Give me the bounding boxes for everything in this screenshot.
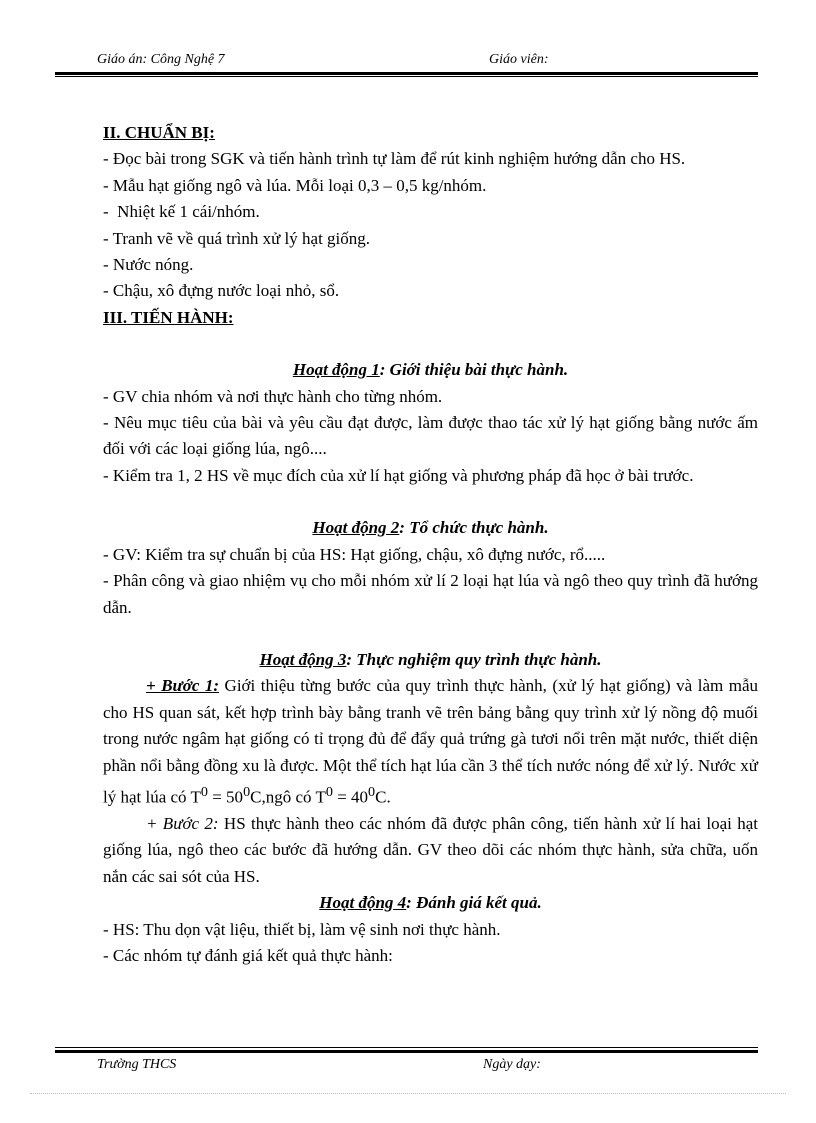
step-1-label: + Bước 1: [146,676,220,696]
activity-3-step-1: + Bước 1: Giới thiệu từng bước của quy trình thực hành, (xử lý hạt giống) và làm mẫu cho HS quan sát, kết hợp trình bày bằng tranh vẽ trên bảng bằng quy trình xử lý nồng độ muối trong nước ngâm hạt giống có tỉ trọng đủ để đẩy quả trứng gà tươi nổi trên mặt nước, thiết diện phần nổi bằng đồng xu là được. Một thể tích hạt lúa cần 3 thể tích nước nóng để xử lý. Nước xử lý hạt lúa có $T^0$ = $50^0C,ngô$ có $T^0 = 40^0C$. [103,676,758,807]
footer-date: Ngày dạy: [483,1057,541,1072]
header-rule [55,72,758,75]
section-proc-title: III. TIẾN HÀNH: [103,307,234,327]
prep-item: - Nước nóng. [103,255,194,275]
footer-school: Trường THCS [97,1057,177,1072]
prep-item: - Đọc bài trong SGK và tiến hành trình tự làm để rút kinh nghiệm hướng dẫn cho HS. [103,149,686,169]
section-prep-title: II. CHUẨN BỊ: [103,123,215,142]
activity-4-item: - HS: Thu dọn vật liệu, thiết bị, làm vệ sinh nơi thực hành. [103,919,501,939]
footer-rule [55,1050,758,1053]
footer-rule-thin [55,1047,758,1048]
activity-1-item: - GV chia nhóm và nơi thực hành cho từng nhóm. [103,386,443,406]
activity-1-item: - Kiểm tra 1, 2 HS về mục đích của xử lí hạt giống và phương pháp đã học ở bài trước. [103,465,694,485]
activity-2-heading: Hoạt động 2: Tổ chức thực hành. [312,518,549,538]
activity-1-heading: Hoạt động 1: Giới thiệu bài thực hành. [292,360,569,380]
prep-item: - Mẫu hạt giống ngô và lúa. Mỗi loại 0,3 – 0,5 kg/nhóm. [103,175,487,195]
header-rule-thin [55,76,758,77]
activity-4-item: - Các nhóm tự đánh giá kết quả thực hành: [103,946,393,966]
activity-4-heading: Hoạt động 4: Đánh giá kết quả. [319,893,542,913]
activity-2-item: - Phân công và giao nhiệm vụ cho mỗi nhóm xử lí 2 loại hạt lúa và ngô theo quy trình đã hướng dẫn. [103,571,758,617]
activity-1-item: - Nêu mục tiêu của bài và yêu cầu đạt được, làm được thao tác xử lý hạt giống bằng nước ấm đối với các loại giống lúa, ngô.... [103,413,758,459]
header-subject: Giáo án: Công Nghệ 7 [97,52,225,67]
prep-item: - Nhiệt kế 1 cái/nhóm. [103,202,260,222]
prep-item: - Tranh vẽ về quá trình xử lý hạt giống. [103,228,371,248]
prep-item: - Chậu, xô đựng nước loại nhỏ, sổ. [103,281,340,301]
header-teacher: Giáo viên: [489,52,549,67]
activity-3-step-2: + Bước 2: HS thực hành theo các nhóm đã được phân công, tiến hành xử lí hai loại hạt giống lúa, ngô theo các bước đã hướng dẫn. GV theo dõi các nhóm thực hành, sửa chữa, uốn nắn các sai sót của HS. [103,814,758,886]
lesson-body [103,120,758,969]
activity-3-heading: Hoạt động 3: Thực nghiệm quy trình thực hành. [259,649,602,669]
step-2-label: + Bước 2: [146,814,219,833]
activity-2-item: - GV: Kiểm tra sự chuẩn bị của HS: Hạt giống, chậu, xô đựng nước, rổ..... [103,544,606,564]
page-edge [30,1093,786,1094]
